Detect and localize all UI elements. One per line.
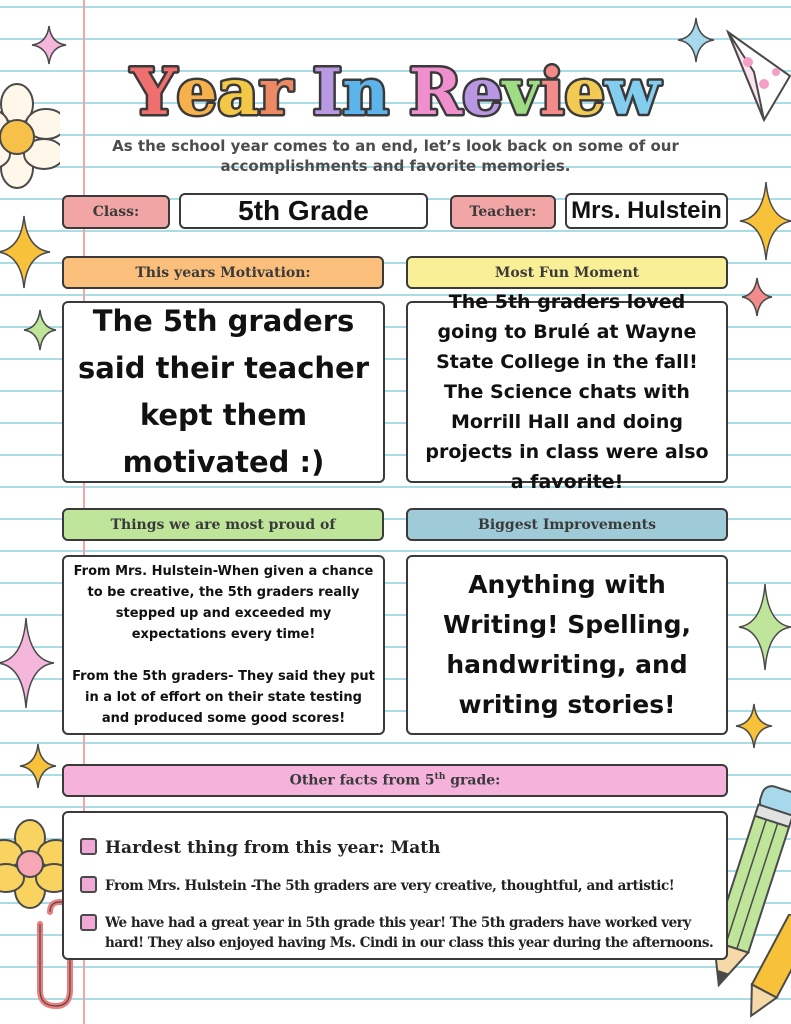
page-title	[60, 50, 731, 130]
title-letter: a	[217, 55, 259, 130]
other-facts-heading	[62, 764, 728, 797]
teacher-value: Mrs. Hulstein	[565, 193, 728, 229]
flower-icon	[0, 82, 60, 190]
improvements-heading: Biggest Improvements	[406, 508, 728, 541]
sparkle-icon	[0, 214, 52, 290]
checkbox[interactable]	[80, 914, 97, 931]
proud-teacher-text: From Mrs. Hulstein-When given a chance to be creative, the 5th graders really stepped up and exceeded my expectations every time!	[73, 564, 374, 642]
fun-moment-box	[406, 291, 728, 493]
fun-moment-text: The 5th graders loved going to Brulé at Wayne State College in the fall! The Science chats with Morrill Hall and doing projects in class were also a favorite!	[425, 291, 709, 493]
class-label: Class:	[62, 195, 170, 229]
title-letter: n	[342, 55, 389, 130]
page-subtitle: As the school year comes to an end, let’s look back on some of our accomplishments and favorite memories.	[112, 137, 679, 175]
sparkle-icon	[18, 742, 58, 790]
title-letter: e	[176, 55, 218, 130]
improvements-box	[406, 555, 728, 735]
proud-students-text: From the 5th graders- They said they put in a lot of effort on their state testing and produced some good scores!	[72, 669, 375, 726]
sparkle-icon	[738, 180, 791, 262]
pencil-icon	[746, 914, 791, 1024]
sparkle-icon	[737, 582, 791, 672]
sparkle-icon	[0, 616, 56, 710]
other-facts-title: Other facts from 5th grade:	[289, 772, 501, 789]
checkbox[interactable]	[80, 876, 97, 893]
title-letter: Y	[130, 55, 177, 130]
class-value: 5th Grade	[179, 193, 428, 229]
fact-item	[80, 913, 720, 953]
improvements-text: Anything with Writing! Spelling, handwriting, and writing stories!	[442, 570, 692, 719]
fact-text: Hardest thing from this year: Math	[105, 838, 441, 858]
fact-item	[80, 875, 720, 897]
sparkle-icon	[22, 308, 58, 352]
motivation-text: The 5th graders said their teacher kept them motivated :)	[77, 304, 370, 479]
paper-airplane-icon	[724, 28, 791, 124]
proud-box	[62, 555, 385, 735]
title-letter: r	[258, 55, 293, 130]
sparkle-icon	[740, 276, 774, 318]
title-letter: R	[408, 55, 463, 130]
fun-moment-heading: Most Fun Moment	[406, 256, 728, 289]
fact-text: We have had a great year in 5th grade this year! The 5th graders have worked very hard! They also enjoyed having Ms. Cindi in our class this year during the afternoons.	[105, 915, 714, 951]
title-letter: v	[502, 55, 540, 130]
title-letter: i	[540, 55, 565, 130]
flower-icon	[0, 818, 68, 910]
title-letter: I	[312, 55, 343, 130]
title-letter: e	[564, 55, 606, 130]
sparkle-icon	[734, 702, 774, 750]
motivation-box	[62, 301, 385, 483]
fact-item	[80, 837, 700, 859]
other-facts-box	[62, 811, 728, 960]
title-letter: e	[462, 55, 503, 130]
title-letter: w	[605, 55, 661, 130]
teacher-label: Teacher:	[450, 195, 556, 229]
proud-heading: Things we are most proud of	[62, 508, 384, 541]
fact-text: From Mrs. Hulstein -The 5th graders are very creative, thoughtful, and artistic!	[105, 878, 675, 894]
checkbox[interactable]	[80, 838, 97, 855]
motivation-heading: This years Motivation:	[62, 256, 384, 289]
